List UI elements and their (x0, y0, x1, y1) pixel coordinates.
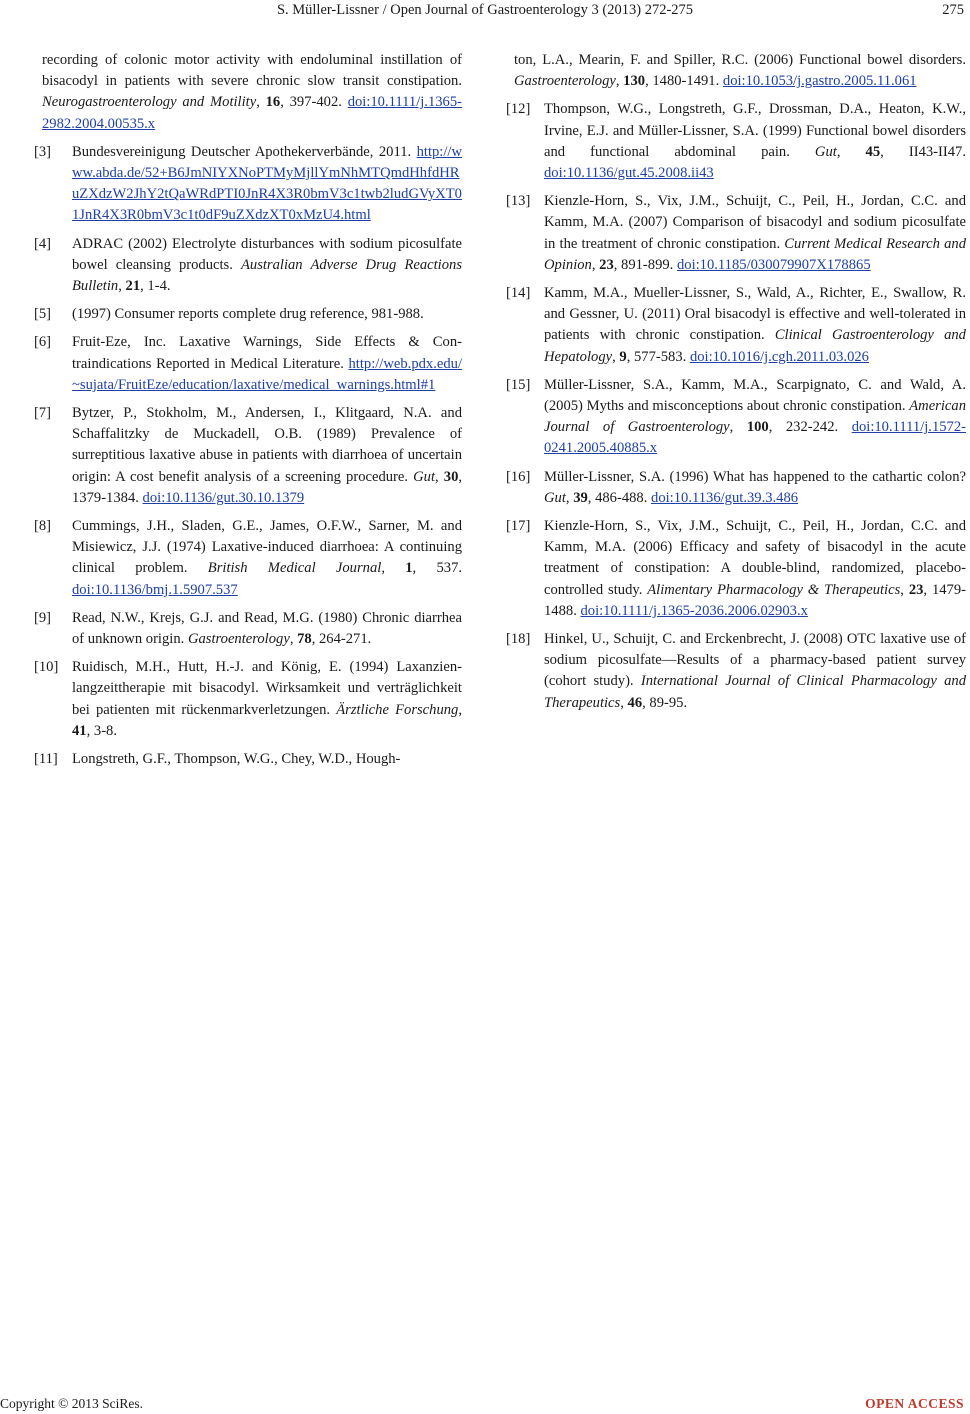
citation-text: Hinkel, U., Schuijt, C. and Erckenbrecht, J. (2008) OTC laxative use of sodium picosulfate—Results of a pharmacy-based patient survey (cohort study). (544, 631, 966, 690)
citation-text: , 1479-1488. (544, 581, 966, 619)
reference-number: [11] (34, 751, 58, 768)
journal-title: Gut (413, 468, 436, 485)
reference-number: [3] (34, 143, 52, 160)
reference-item (506, 629, 966, 714)
citation-text: , (256, 94, 266, 111)
citation-text: ton, L.A., Mearin, F. and Spiller, R.C. (2006) Functional bowel disorders. (514, 52, 966, 68)
reference-text (72, 144, 462, 224)
citation-text: , 264-271. (311, 631, 372, 648)
citation-text: Cummings, J.H., Sladen, G.E., James, O.F.W., Sarner, M. and Misiewicz, J.J. (1974) Laxative-induced diarrhoea: A continuing clinical problem. (72, 518, 462, 577)
citation-text: , II43-II47. (880, 143, 966, 160)
citation-text: , (381, 560, 406, 577)
citation-text: , (836, 143, 866, 160)
reference-text (72, 306, 424, 322)
page-number: 275 (942, 2, 964, 18)
reference-item (34, 142, 462, 227)
volume-number: 39 (573, 489, 588, 506)
reference-text (544, 193, 966, 273)
reference-item (506, 375, 966, 460)
reference-item (506, 191, 966, 276)
journal-title: Gut (814, 143, 837, 160)
reference-item (506, 467, 966, 509)
journal-title: Neurogastroenterology and Motility (42, 94, 257, 111)
citation-text: Müller-Lissner, S.A., Kamm, M.A., Scarpignato, C. and Wald, A. (2005) Myths and misconceptions about chronic constipation. (544, 376, 966, 415)
citation-text: Thompson, W.G., Longstreth, G.F., Drossman, D.A., Heaton, K.W., Irvine, E.J. and Müller-Lissner, S.A. (1999) Functional bowel disorders and functional abdominal pain. (544, 101, 966, 160)
doi-link[interactable]: doi:10.1185/030079907X178865 (676, 256, 871, 273)
reference-item (34, 403, 462, 509)
doi-link[interactable]: doi:10.1111/j.1365-2982.2004.00535.x (42, 94, 462, 132)
citation-text: , 3-8. (86, 722, 117, 739)
reference-text (544, 469, 966, 506)
reference-text (72, 518, 462, 598)
reference-text (544, 377, 966, 457)
volume-number: 41 (72, 722, 87, 739)
citation-text: , 397-402. (280, 94, 348, 111)
reference-text (72, 236, 462, 294)
citation-text: Kamm, M.A., Mueller-Lissner, S., Wald, A., Richter, E., Swallow, R. and Gessner, U. (2011) Oral bisacodyl is effective and well-tolerated in patients with chronic constipation. (544, 285, 966, 344)
volume-number: 21 (125, 278, 141, 295)
reference-number: [13] (506, 193, 531, 210)
doi-link[interactable]: doi:10.1016/j.cgh.2011.03.026 (689, 348, 869, 365)
reference-text (72, 334, 462, 392)
reference-number: [10] (34, 659, 59, 676)
reference-item (34, 332, 462, 396)
citation-text: Ruidisch, M.H., Hutt, H.-J. and König, E. (1994) Laxanzien-langzeittherapie mit bisacodyl. Wirksamkeit und verträglichkeit bei patienten mit rückenmarkverletzungen. (72, 659, 462, 718)
running-head (0, 0, 970, 20)
journal-title: Gut (544, 489, 566, 506)
open-access-badge: OPEN ACCESS (865, 1396, 964, 1411)
citation-text: , (900, 581, 909, 598)
reference-text (72, 610, 462, 647)
journal-title: International Journal of Clinical Pharmacology and Therapeutics (544, 673, 966, 711)
reference-number: [12] (506, 101, 531, 118)
reference-number: [16] (506, 468, 531, 485)
reference-item (34, 516, 462, 601)
volume-number: 9 (619, 348, 627, 365)
volume-number: 78 (297, 631, 312, 648)
citation-text: , (615, 73, 624, 90)
citation-text: , 232-242. (768, 419, 852, 436)
citation-text: , (612, 348, 620, 365)
reference-text (72, 751, 400, 767)
citation-text: recording of colonic motor activity with endoluminal instillation of bisacodyl in patients with severe chronic slow transit constipation. (42, 52, 462, 90)
journal-title: Clinical Gastroenterology and Hepatology (544, 327, 966, 365)
reference-text (42, 52, 462, 132)
volume-number: 1 (405, 560, 413, 577)
doi-link[interactable]: doi:10.1136/gut.30.10.1379 (142, 489, 305, 506)
citation-text: , 486-488. (587, 489, 652, 506)
reference-item (34, 749, 462, 770)
doi-link[interactable]: doi:10.1053/j.gastro.2005.11.061 (722, 73, 917, 90)
doi-link[interactable]: doi:10.1136/gut.39.3.486 (651, 489, 799, 506)
citation-text: Müller-Lissner, S.A. (1996) What has happened to the cathartic colon? (544, 468, 966, 485)
reference-text (72, 405, 462, 506)
reference-item (506, 516, 966, 622)
volume-number: 130 (623, 73, 646, 90)
journal-title: American Journal of Gastroenterology (544, 398, 966, 436)
doi-link[interactable]: doi:10.1111/j.1365-2036.2006.02903.x (580, 602, 808, 619)
reference-number: [6] (34, 334, 52, 351)
volume-number: 23 (599, 256, 614, 273)
reference-number: [14] (506, 285, 531, 302)
reference-number: [8] (34, 518, 52, 535)
reference-number: [9] (34, 609, 52, 626)
reference-number: [17] (506, 518, 531, 535)
citation-text: , 537. (412, 560, 463, 577)
reference-continuation (34, 50, 462, 135)
volume-number: 16 (265, 94, 281, 111)
reference-item (506, 283, 966, 368)
journal-title: Current Medical Research and Opinion (544, 235, 966, 273)
citation-text: , (118, 278, 126, 295)
journal-title: Australian Adverse Drug Reactions Bulletin (72, 256, 462, 295)
copyright-notice: Copyright © 2013 SciRes. (0, 1396, 144, 1411)
running-title: S. Müller-Lissner / Open Journal of Gastroenterology 3 (2013) 272-275 (276, 2, 694, 18)
doi-link[interactable]: doi:10.1136/gut.45.2008.ii43 (544, 165, 714, 182)
volume-number: 100 (746, 419, 769, 436)
doi-link[interactable]: doi:10.1111/j.1572-0241.2005.40885.x (544, 419, 966, 457)
citation-text: , (289, 631, 298, 648)
journal-title: Alimentary Pharmacology & Therapeutics (647, 581, 901, 598)
reference-text (544, 101, 966, 181)
reference-number: [5] (34, 306, 52, 323)
citation-text: , (458, 701, 462, 718)
reference-number: [7] (34, 405, 52, 422)
reference-number: [4] (34, 235, 52, 252)
reference-text (544, 631, 966, 711)
citation-text: Kienzle-Horn, S., Vix, J.M., Schuijt, C., Peil, H., Jordan, C.C. and Kamm, M.A. (2006) Efficacy and safety of bisacodyl in the acute treatment of constipation: A double-blind, randomized, placebo-controlled study. (544, 518, 966, 598)
citation-text: Kienzle-Horn, S., Vix, J.M., Schuijt, C., Peil, H., Jordan, C.C. and Kamm, M.A. (2007) Comparison of bisacodyl and sodium picosulfate in the treatment of chronic constipation. (544, 193, 966, 252)
citation-text: , (620, 694, 628, 711)
reference-item (34, 608, 462, 650)
right-column (506, 50, 966, 721)
citation-text: ADRAC (2002) Electrolyte disturbances with sodium picosulfate bowel cleansing products. (72, 235, 462, 273)
url-link[interactable]: http://www.abda.de/52+B6JmNIYXNoPTMyMjllYmNhMTQmdHhfdHRuZXdzW2JhY2tQaWRdPTI0JnR4X3R0bmV3c1twb2ludGVyXT01JnR4X3R0bmV3c1t0dF9uZXdzXT0xMzU4.html (72, 143, 462, 224)
left-column (34, 50, 462, 777)
citation-text: , (729, 419, 747, 436)
citation-text: , (591, 256, 600, 273)
citation-text: , 1480-1491. (645, 73, 723, 90)
journal-title: Ärztliche Forschung (336, 701, 459, 718)
reference-number: [15] (506, 376, 531, 393)
citation-text: , 577-583. (626, 348, 690, 365)
reference-continuation (506, 50, 966, 92)
citation-text: Bundesvereinigung Deutscher Apothekerverbände, 2011. (72, 143, 417, 160)
citation-text: , 89-95. (642, 694, 688, 711)
reference-item (506, 99, 966, 184)
citation-text: (1997) Consumer reports complete drug reference, 981-988. (72, 306, 424, 323)
volume-number: 46 (627, 694, 643, 711)
reference-item (34, 304, 462, 325)
reference-item (34, 657, 462, 742)
volume-number: 30 (443, 468, 459, 485)
journal-title: Gastroenterology (187, 631, 290, 648)
citation-text: , 891-899. (613, 256, 677, 273)
reference-text (514, 52, 966, 89)
citation-text: Read, N.W., Krejs, G.J. and Read, M.G. (1980) Chronic diarrhea of unknown origin. (72, 609, 462, 648)
url-link[interactable]: http://web.pdx.edu/~sujata/FruitEze/education/laxative/medical_warnings.html#1 (72, 355, 462, 393)
citation-text: , (435, 468, 444, 485)
reference-text (544, 518, 966, 619)
citation-text: , 1379-1384. (72, 468, 463, 506)
reference-item (34, 234, 462, 298)
page-footer (0, 1394, 970, 1414)
citation-text: Fruit-Eze, Inc. Laxative Warnings, Side Effects & Contraindications Reported in Medical Literature. (72, 334, 462, 372)
citation-text: , 1-4. (140, 278, 171, 295)
journal-title: Gastroenterology (514, 73, 616, 90)
reference-text (72, 659, 462, 739)
citation-text: , (565, 489, 574, 506)
reference-text (544, 285, 966, 365)
volume-number: 23 (908, 581, 924, 598)
volume-number: 45 (865, 143, 881, 160)
citation-text: Longstreth, G.F., Thompson, W.G., Chey, W.D., Hough- (72, 751, 401, 768)
citation-text: Bytzer, P., Stokholm, M., Andersen, I., Klitgaard, N.A. and Schaffalitzky de Muckadell, O.B. (1989) Prevalence of surreptitious laxative abuse in patients with diarrhoea of uncertain origin: A cost benefit analysis of a screening procedure. (72, 405, 462, 485)
journal-title: British Medical Journal (207, 560, 382, 577)
reference-number: [18] (506, 631, 531, 648)
doi-link[interactable]: doi:10.1136/bmj.1.5907.537 (72, 581, 238, 598)
